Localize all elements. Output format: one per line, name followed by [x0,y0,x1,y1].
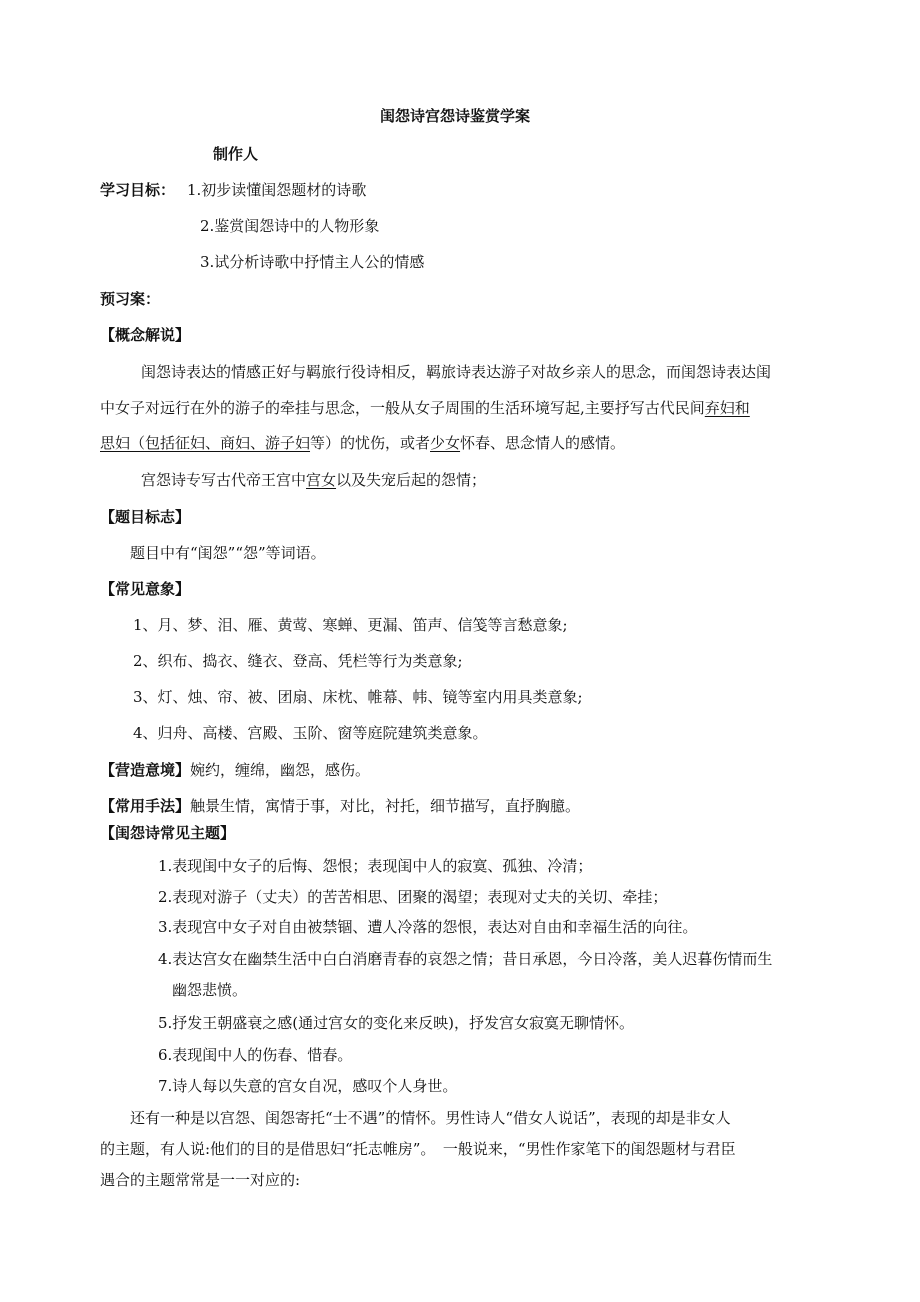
themes-heading: 【闺怨诗常见主题】 [100,824,236,842]
technique-line [100,796,580,816]
concept-paragraph-line: 闺怨诗表达的情感正好与羁旅行役诗相反，羁旅诗表达游子对故乡亲人的思念，而闺怨诗表达闺 [141,363,772,381]
concept-underlined-text: 弃妇和 [704,399,750,417]
mood-heading: 【营造意境】 [100,761,191,779]
sign-text: 题目中有“闺怨”“怨”等词语。 [130,544,326,562]
concept-text: 宫怨诗专写古代帝王宫中 [141,471,307,489]
technique-heading: 【常用手法】 [100,797,191,815]
mood-text: 婉约，缠绵，幽怨，感伤。 [190,761,371,779]
sign-heading: 【题目标志】 [100,508,191,526]
theme-item: 6.表现闺中人的伤春、惜春。 [158,1046,353,1064]
imagery-heading: 【常见意象】 [100,580,191,598]
concept-paragraph-line [100,398,750,418]
goal-item: 3.试分析诗歌中抒情主人公的情感 [200,253,425,271]
concept-underlined-text: 宫女 [306,471,337,489]
imagery-item: 2、织布、捣衣、缝衣、登高、凭栏等行为类意象; [133,652,463,670]
theme-item: 5.抒发王朝盛衰之感(通过宫女的变化来反映)，抒发宫女寂寞无聊情怀。 [158,1014,635,1032]
closing-line: 的主题，有人说:他们的目的是借思妇“托志帷房”。 一般说来，“男性作家笔下的闺怨题材与君臣 [100,1140,736,1158]
concept-text: 中女子对远行在外的游子的牵挂与思念，一般从女子周围的生活环境写起,主要抒写古代民间 [100,399,705,417]
theme-item: 7.诗人每以失意的宫女自况，感叹个人身世。 [158,1077,458,1095]
concept-paragraph-line [141,470,486,490]
imagery-item: 1、月、梦、泪、雁、黄莺、寒蝉、更漏、笛声、信笺等言愁意象; [133,616,568,634]
concept-heading: 【概念解说】 [100,326,191,344]
concept-text: 以及失宠后起的怨情； [336,471,487,489]
concept-paragraph-line [100,433,625,453]
page-title: 闺怨诗宫怨诗鉴赏学案 [380,107,531,125]
goal-item: 2.鉴赏闺怨诗中的人物形象 [200,217,380,235]
author-label: 制作人 [213,145,259,163]
theme-item: 3.表现宫中女子对自由被禁锢、遭人冷落的怨恨，表达对自由和幸福生活的向往。 [158,918,698,936]
imagery-item: 4、归舟、高楼、宫殿、玉阶、窗等庭院建筑类意象。 [133,724,488,742]
theme-item: 2.表现对游子（丈夫）的苦苦相思、团聚的渴望；表现对丈夫的关切、牵挂； [158,888,668,906]
mood-line [100,760,370,780]
concept-underlined-text: 思妇（包括征妇、商妇、游子妇 [100,434,311,452]
closing-line: 还有一种是以宫怨、闺怨寄托“士不遇”的情怀。男性诗人“借女人说话”，表现的却是非女人 [130,1109,731,1127]
goal-item: 1.初步读懂闺怨题材的诗歌 [187,181,367,199]
theme-item: 4.表达宫女在幽禁生活中白白消磨青春的哀怨之情；昔日承恩，今日冷落，美人迟暮伤情而生 [158,950,773,968]
imagery-item: 3、灯、烛、帘、被、团扇、床枕、帷幕、帏、镜等室内用具类意象; [133,688,583,706]
technique-text: 触景生情，寓情于事，对比，衬托，细节描写，直抒胸臆。 [190,797,581,815]
theme-item-continuation: 幽怨悲愤。 [172,981,248,999]
concept-text: 怀春、思念情人的感情。 [460,434,626,452]
closing-line: 遇合的主题常常是一一对应的: [100,1171,301,1189]
concept-underlined-text: 少女 [430,434,461,452]
goals-label: 学习目标： [100,181,176,199]
preview-label: 预习案： [100,290,161,308]
theme-item: 1.表现闺中女子的后悔、怨恨；表现闺中人的寂寞、孤独、冷清； [158,857,593,875]
concept-text: 等）的忧伤，或者 [310,434,431,452]
